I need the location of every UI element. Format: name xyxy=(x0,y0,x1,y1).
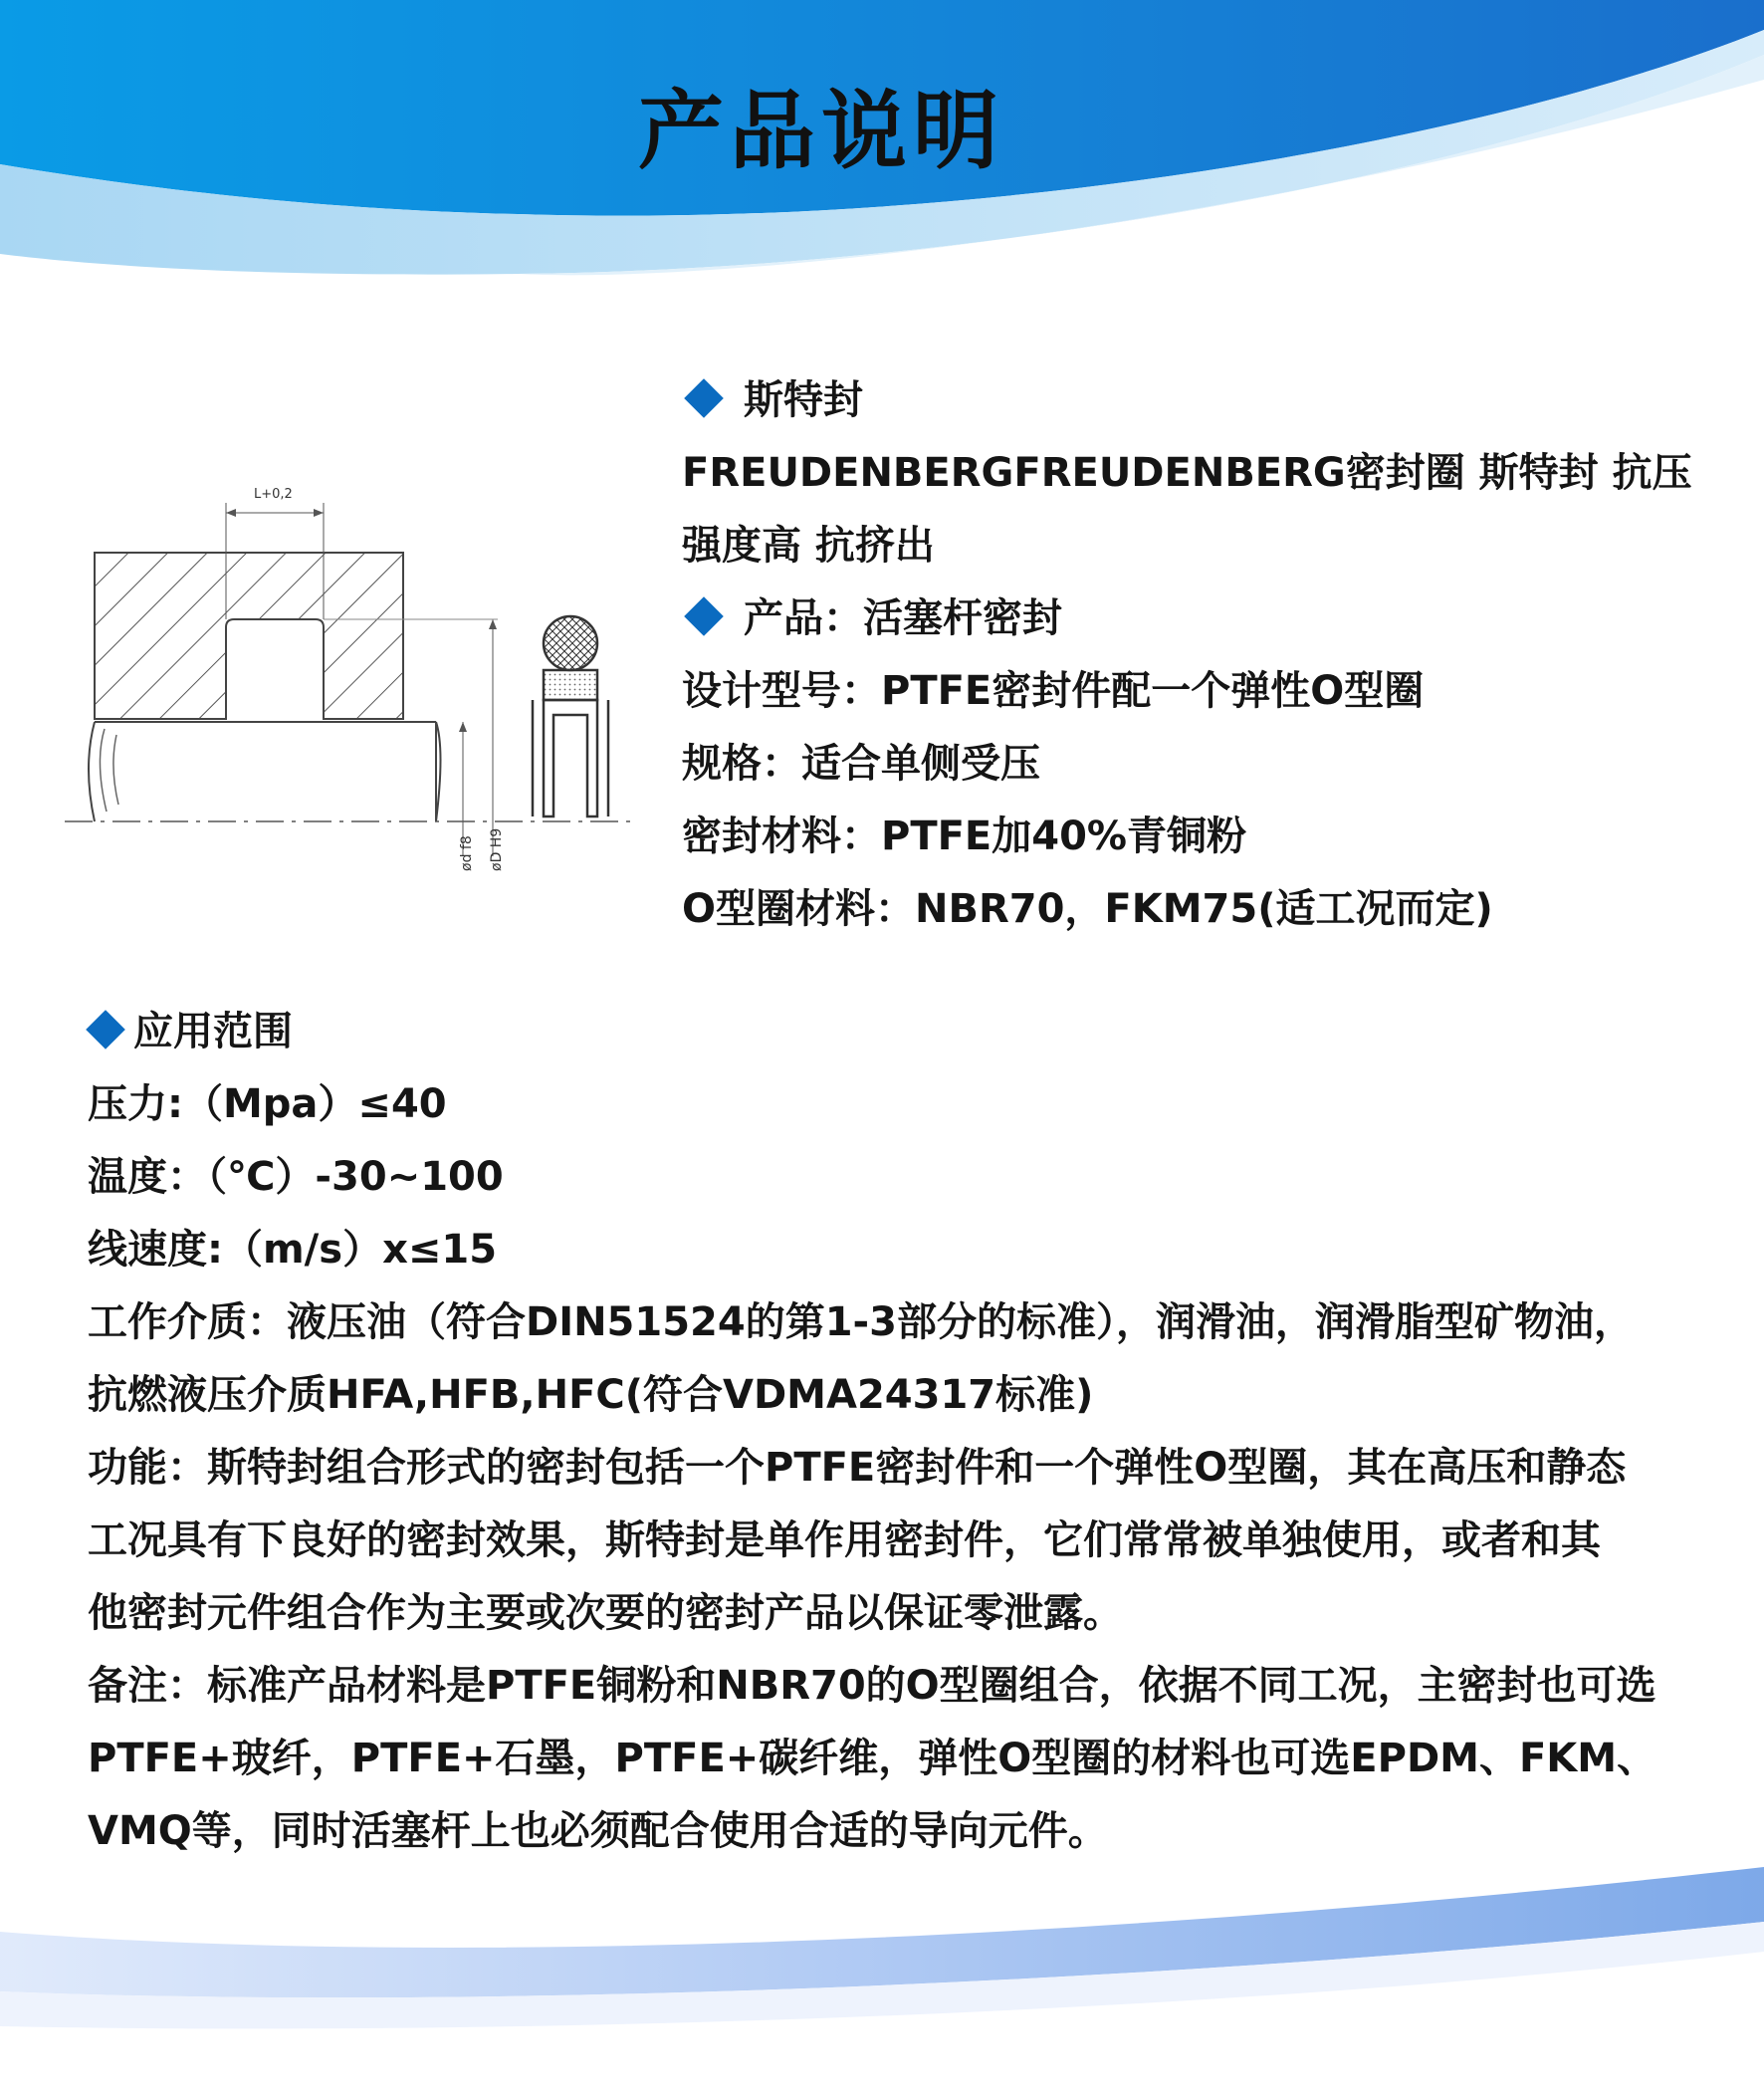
section-heading-stepseal xyxy=(682,364,1737,437)
design-model: 设计型号：PTFE密封件配一个弹性O型圈 xyxy=(682,668,1425,714)
paragraph-line: PTFE+玻纤，PTFE+石墨，PTFE+碳纤维，弹性O型圈的材料也可选EPDM、FKM、 xyxy=(88,1736,1657,1781)
paragraph-line: VMQ等，同时活塞杆上也必须配合使用合适的导向元件。 xyxy=(88,1808,1108,1854)
dimension-l-label: L+0,2 xyxy=(254,487,293,502)
seal-groove-diagram xyxy=(55,468,642,886)
brand-line: FREUDENBERGFREUDENBERG密封圈 斯特封 抗压 xyxy=(682,450,1692,496)
diamond-bullet-icon xyxy=(684,378,724,418)
paragraph-line: 功能：斯特封组合形式的密封包括一个PTFE密封件和一个弹性O型圈，其在高压和静态 xyxy=(88,1445,1627,1491)
section-heading-application xyxy=(88,996,1730,1068)
brand-line: 强度高 抗挤出 xyxy=(682,523,935,569)
oring-material: O型圈材料：NBR70，FKM75(适工况而定) xyxy=(682,886,1493,932)
pressure-line: 压力:（Mpa）≤40 xyxy=(88,1081,447,1127)
page-title: 产品说明 xyxy=(638,82,1004,181)
paragraph-line: 抗燃液压介质HFA,HFB,HFC(符合VDMA24317标准) xyxy=(88,1372,1094,1418)
paragraph-line: 工作介质：液压油（符合DIN51524的第1-3部分的标准），润滑油，润滑脂型矿物油， xyxy=(88,1299,1634,1345)
paragraph-line: 工况具有下良好的密封效果，斯特封是单作用密封件，它们常常被单独使用，或者和其 xyxy=(88,1517,1601,1563)
seal-material: 密封材料：PTFE加40%青铜粉 xyxy=(682,814,1246,859)
spec: 规格：适合单侧受压 xyxy=(682,741,1040,787)
dimension-D-label: øD H9 xyxy=(489,827,505,871)
temperature-line: 温度：（℃）-30~100 xyxy=(88,1154,504,1200)
product-info-block xyxy=(682,364,1737,946)
note-paragraph xyxy=(88,1650,1730,1868)
paragraph-line: 他密封元件组合作为主要或次要的密封产品以保证零泄露。 xyxy=(88,1590,1123,1636)
speed-line: 线速度:（m/s）x≤15 xyxy=(88,1227,498,1273)
heading-text: 斯特封 xyxy=(744,377,863,423)
function-paragraph xyxy=(88,1432,1730,1650)
application-range-block xyxy=(88,996,1730,1868)
section-heading-product xyxy=(682,582,1737,655)
paragraph-line: 备注：标准产品材料是PTFE铜粉和NBR70的O型圈组合，依据不同工况，主密封也可选 xyxy=(88,1663,1656,1709)
dimension-d-label: ød f8 xyxy=(459,835,475,871)
diamond-bullet-icon xyxy=(684,596,724,636)
footer-wave-background xyxy=(0,1842,1764,2094)
heading-text: 应用范围 xyxy=(133,1009,293,1054)
diamond-bullet-icon xyxy=(86,1010,125,1049)
medium-paragraph xyxy=(88,1286,1730,1432)
heading-text: 产品：活塞杆密封 xyxy=(744,595,1062,641)
